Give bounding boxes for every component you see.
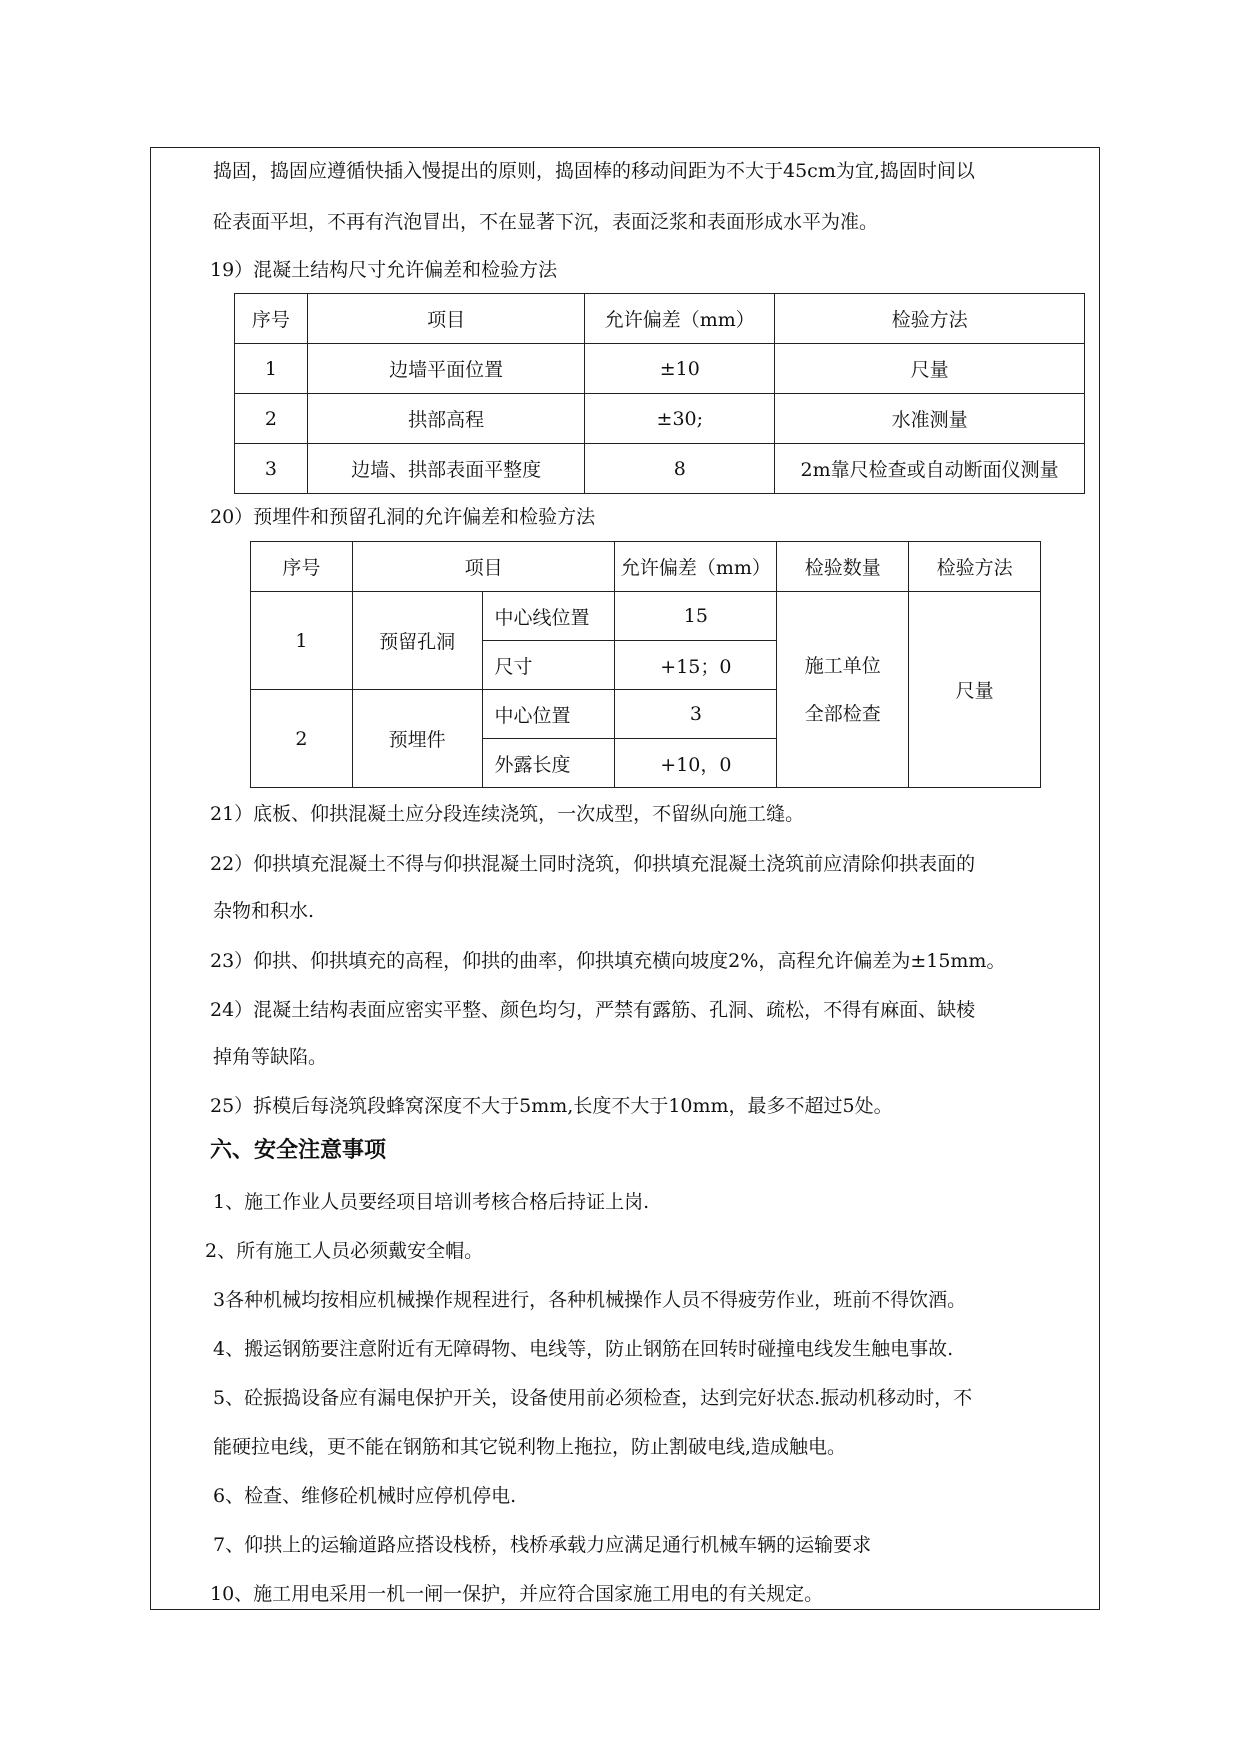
cell-subitem: 外露长度 [482, 739, 615, 788]
paragraph-line: 25）拆模后每浇筑段蜂窝深度不大于5mm,长度不大于10mm，最多不超过5处。 [210, 1095, 893, 1117]
header-cell: 检验方法 [775, 294, 1085, 344]
safety-item: 6、检查、维修砼机械时应停机停电. [213, 1485, 517, 1507]
safety-item: 1、施工作业人员要经项目培训考核合格后持证上岗. [213, 1191, 650, 1213]
safety-item: 能硬拉电线，更不能在钢筋和其它锐利物上拖拉，防止割破电线,造成触电。 [213, 1436, 847, 1458]
cell-tolerance: 3 [615, 690, 777, 739]
paragraph-line: 21）底板、仰拱混凝土应分段连续浇筑，一次成型，不留纵向施工缝。 [210, 803, 805, 825]
table-row [251, 592, 1041, 641]
cell-item: 边墙、拱部表面平整度 [307, 444, 585, 494]
header-cell: 允许偏差（mm） [585, 294, 775, 344]
cell-item: 边墙平面位置 [307, 344, 585, 394]
header-cell: 项目 [307, 294, 585, 344]
cell-method: 尺量 [909, 592, 1041, 788]
safety-item: 5、砼振捣设备应有漏电保护开关，设备使用前必须检查，达到完好状态.振动机移动时，不 [213, 1387, 973, 1409]
cell-method: 尺量 [775, 344, 1085, 394]
cell-no: 3 [235, 444, 308, 494]
cell-item: 预留孔洞 [352, 592, 482, 690]
safety-item: 10、施工用电采用一机一闸一保护，并应符合国家施工用电的有关规定。 [210, 1583, 824, 1605]
paragraph-line: 22）仰拱填充混凝土不得与仰拱混凝土同时浇筑，仰拱填充混凝土浇筑前应清除仰拱表面的 [210, 853, 976, 875]
cell-tolerance: ±30; [585, 394, 775, 444]
cell-no: 2 [251, 690, 353, 788]
safety-item: 4、搬运钢筋要注意附近有无障碍物、电线等，防止钢筋在回转时碰撞电线发生触电事故. [213, 1338, 954, 1360]
paragraph-line: 杂物和积水. [213, 900, 315, 922]
cell-subitem: 尺寸 [482, 641, 615, 690]
section-heading: 六、安全注意事项 [210, 1138, 387, 1163]
paragraph-line: 24）混凝土结构表面应密实平整、颜色均匀，严禁有露筋、孔洞、疏松，不得有麻面、缺棱 [210, 999, 976, 1021]
cell-subitem: 中心位置 [482, 690, 615, 739]
cell-item: 拱部高程 [307, 394, 585, 444]
cell-no: 1 [235, 344, 308, 394]
header-cell: 项目 [352, 542, 615, 592]
header-cell: 检验数量 [777, 542, 909, 592]
table-row [235, 444, 1085, 494]
header-cell: 允许偏差（mm） [615, 542, 777, 592]
cell-tolerance: +10，0 [615, 739, 777, 788]
table-caption: 19）混凝土结构尺寸允许偏差和检验方法 [210, 259, 558, 281]
cell-subitem: 中心线位置 [482, 592, 615, 641]
quantity-line: 全部检查 [804, 702, 881, 725]
cell-tolerance: ±10 [585, 344, 775, 394]
table-caption: 20）预埋件和预留孔洞的允许偏差和检验方法 [210, 506, 596, 528]
table-header-row [251, 542, 1041, 592]
cell-tolerance: 15 [615, 592, 777, 641]
cell-no: 1 [251, 592, 353, 690]
table-row [235, 394, 1085, 444]
header-cell: 检验方法 [909, 542, 1041, 592]
tolerance-table-2 [250, 541, 1041, 788]
paragraph-line: 砼表面平坦，不再有汽泡冒出，不在显著下沉，表面泛浆和表面形成水平为准。 [213, 211, 879, 233]
cell-tolerance: +15；0 [615, 641, 777, 690]
cell-no: 2 [235, 394, 308, 444]
cell-tolerance: 8 [585, 444, 775, 494]
cell-quantity [777, 592, 909, 788]
table-row [235, 344, 1085, 394]
tolerance-table-1 [234, 293, 1085, 494]
table-header-row [235, 294, 1085, 344]
cell-method: 水准测量 [775, 394, 1085, 444]
header-cell: 序号 [235, 294, 308, 344]
safety-item: 3各种机械均按相应机械操作规程进行，各种机械操作人员不得疲劳作业，班前不得饮酒。 [213, 1289, 967, 1311]
cell-method: 2m靠尺检查或自动断面仪测量 [775, 444, 1085, 494]
safety-item: 2、所有施工人员必须戴安全帽。 [205, 1240, 484, 1262]
paragraph-line: 捣固，捣固应遵循快插入慢提出的原则，捣固棒的移动间距为不大于45cm为宜,捣固时间以 [213, 160, 975, 182]
cell-item: 预埋件 [352, 690, 482, 788]
paragraph-line: 23）仰拱、仰拱填充的高程，仰拱的曲率，仰拱填充横向坡度2%，高程允许偏差为±15mm。 [210, 950, 1006, 972]
paragraph-line: 掉角等缺陷。 [213, 1046, 328, 1068]
header-cell: 序号 [251, 542, 353, 592]
quantity-line: 施工单位 [804, 654, 881, 677]
safety-item: 7、仰拱上的运输道路应搭设栈桥，栈桥承载力应满足通行机械车辆的运输要求 [213, 1534, 872, 1556]
